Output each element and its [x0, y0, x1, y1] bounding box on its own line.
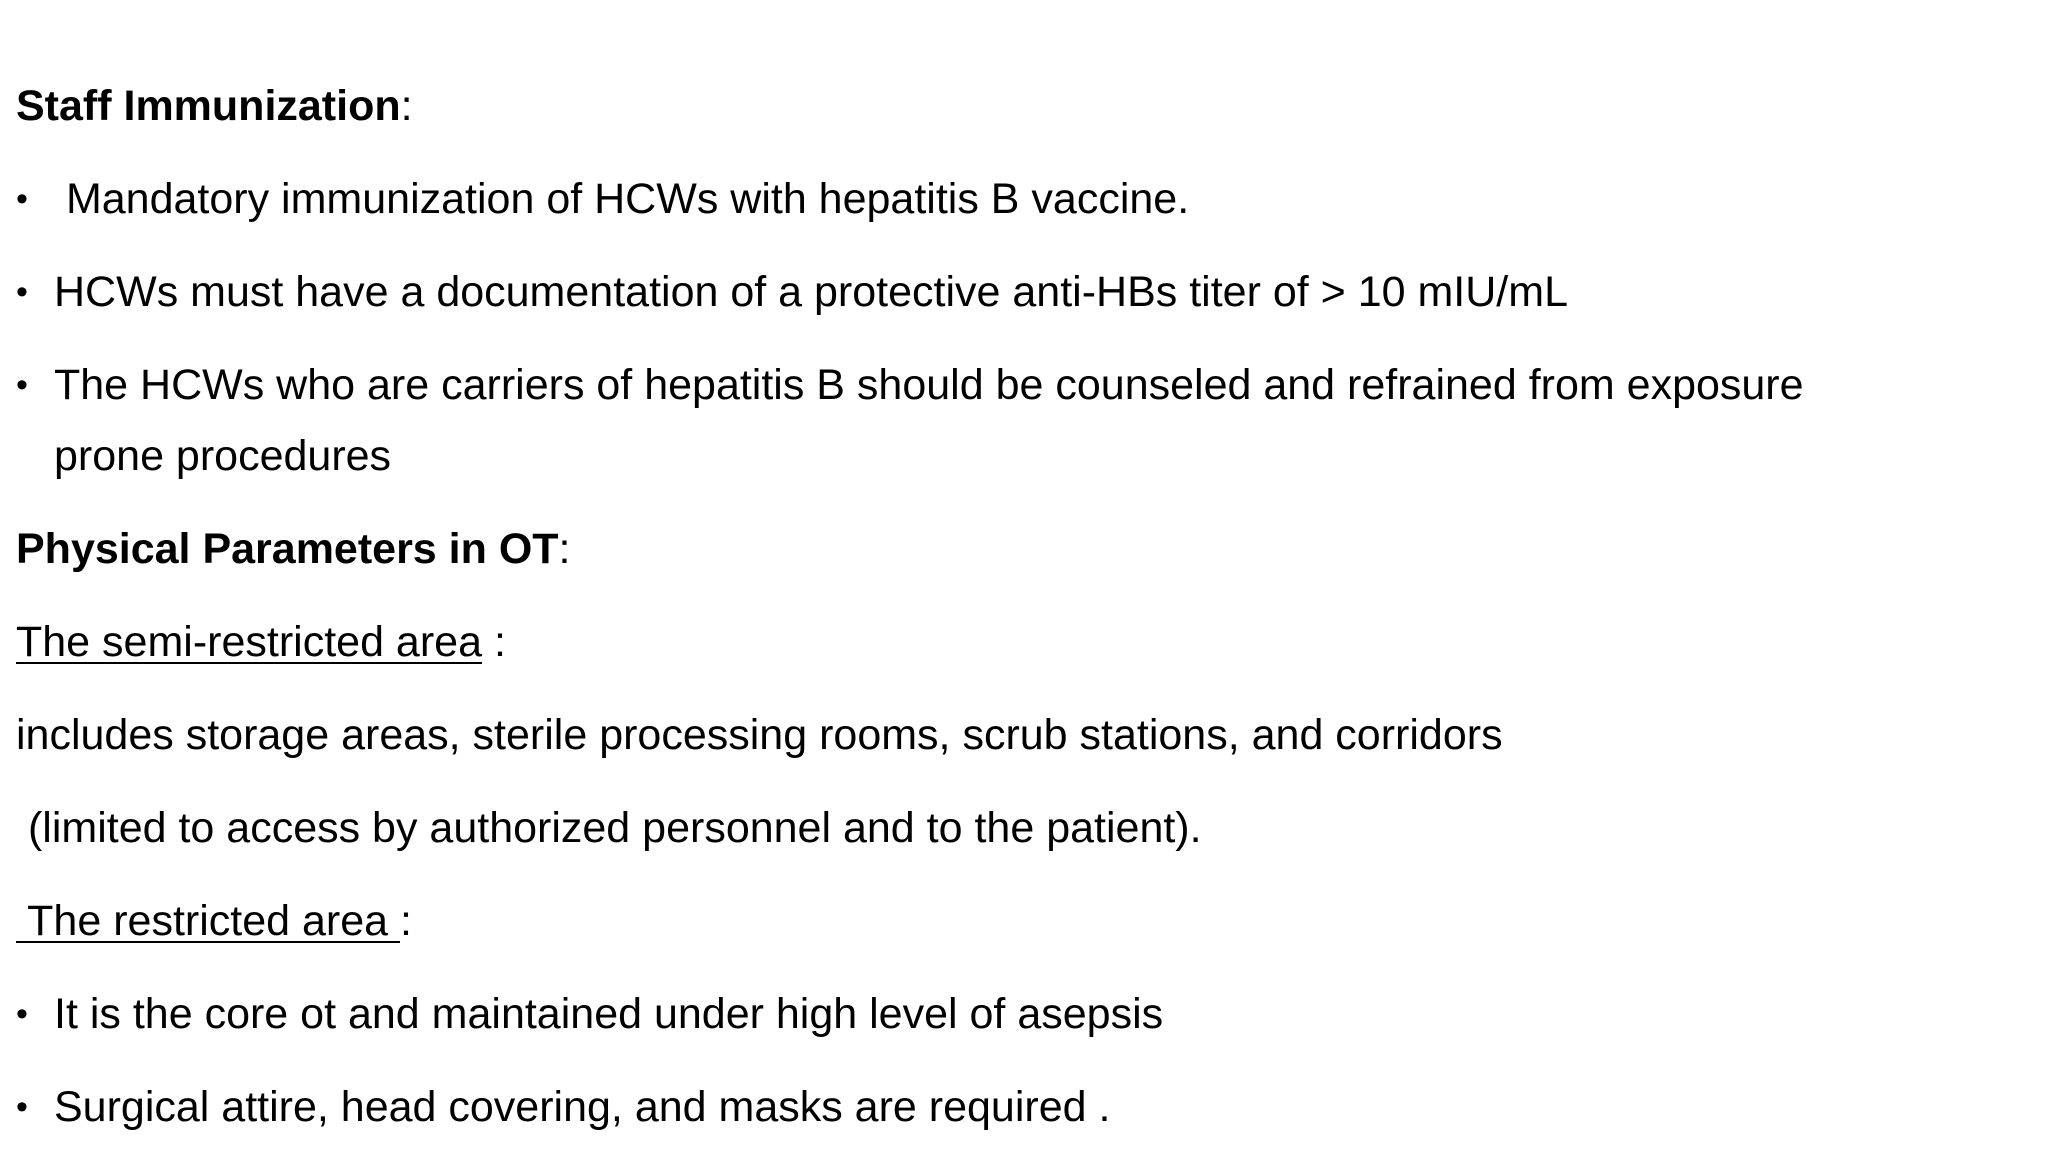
- bullet-text: HCWs must have a documentation of a protective anti-HBs titer of > 10 mIU/mL: [54, 268, 1568, 316]
- subheading-text: The restricted area: [16, 897, 400, 945]
- bullet-text: Mandatory immunization of HCWs with hepatitis B vaccine.: [54, 175, 1190, 223]
- bullet-text-continuation: prone procedures: [54, 432, 392, 480]
- heading-colon: :: [400, 82, 413, 130]
- list-item: [16, 359, 1804, 411]
- semi-restricted-description: includes storage areas, sterile processing rooms, scrub stations, and corridors: [16, 711, 1503, 759]
- list-item: [16, 173, 1189, 225]
- heading-colon: :: [558, 525, 571, 573]
- heading-text: Physical Parameters in OT: [16, 525, 559, 573]
- bullet-icon: •: [16, 995, 28, 1033]
- restricted-area-label: [16, 895, 412, 947]
- subheading-colon: :: [400, 897, 412, 945]
- list-item: [16, 266, 1568, 318]
- bullet-text: Surgical attire, head covering, and masks are required .: [54, 1083, 1111, 1131]
- semi-restricted-area-label: [16, 616, 506, 668]
- staff-immunization-heading: [16, 80, 413, 132]
- bullet-text: The HCWs who are carriers of hepatitis B should be counseled and refrained from exposure: [54, 361, 1804, 409]
- physical-parameters-heading: [16, 523, 571, 575]
- list-item: [16, 988, 1163, 1040]
- bullet-icon: •: [16, 366, 28, 404]
- bullet-icon: •: [16, 273, 28, 311]
- subheading-colon: :: [482, 618, 506, 666]
- bullet-text: It is the core ot and maintained under high level of asepsis: [54, 990, 1164, 1038]
- bullet-icon: •: [16, 180, 28, 218]
- heading-text: Staff Immunization: [16, 82, 401, 130]
- list-item: [16, 1081, 1110, 1133]
- bullet-icon: •: [16, 1088, 28, 1126]
- subheading-text: The semi-restricted area: [16, 618, 482, 666]
- semi-restricted-note: (limited to access by authorized personnel and to the patient).: [16, 804, 1202, 852]
